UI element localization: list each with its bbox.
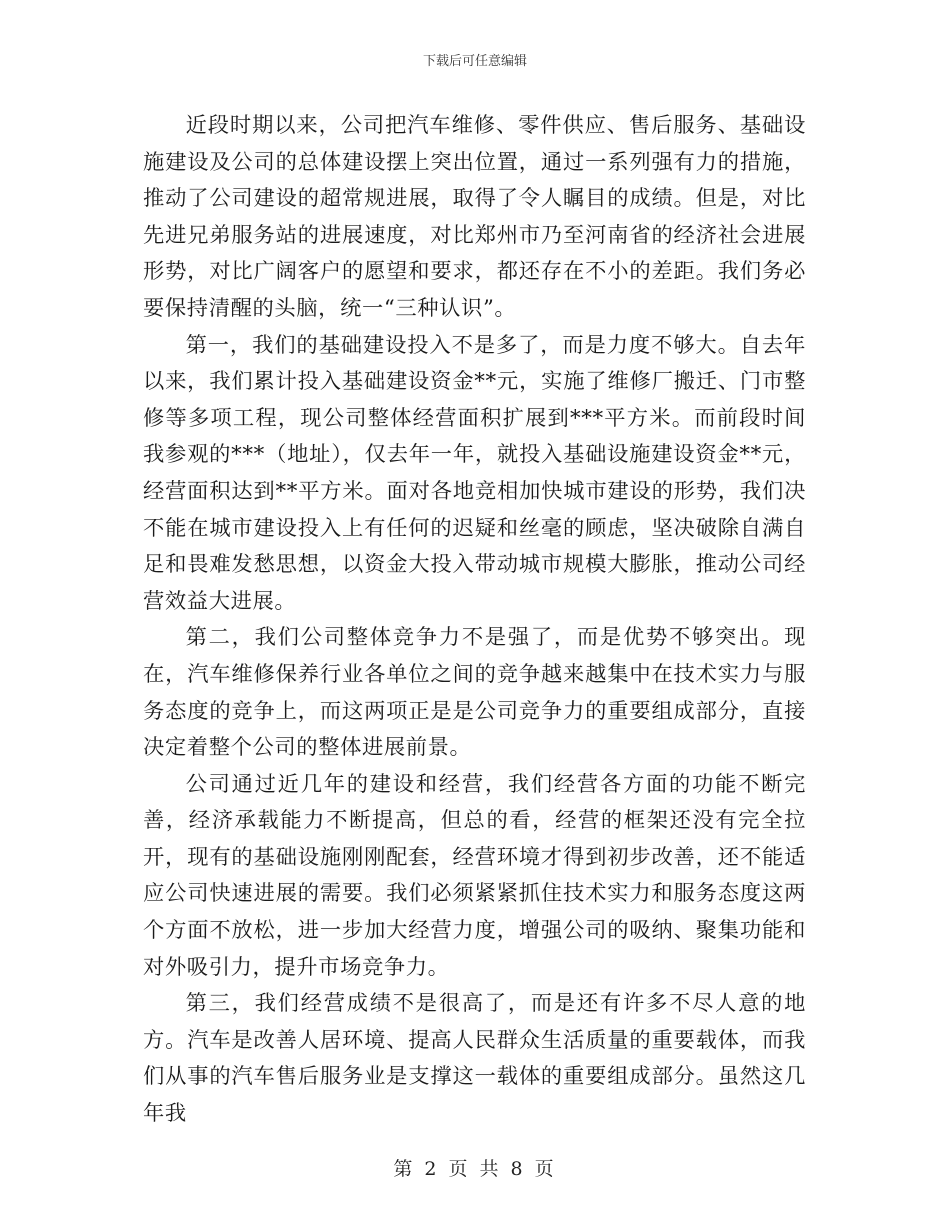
paragraph-1: 近段时期以来，公司把汽车维修、零件供应、售后服务、基础设施建设及公司的总体建设摆上突出位置，通过一系列强有力的措施，推动了公司建设的超常规进展，取得了令人瞩目的成绩。但是，对比先进兄弟服务站的进展速度，对比郑州市乃至河南省的经济社会进展形势，对比广阔客户的愿望和要求，都还存在不小的差距。我们务必要保持清醒的头脑，统一“三种认识”。	[143, 113, 806, 321]
document-body	[143, 108, 806, 1133]
paragraph-2: 第一，我们的基础建设投入不是多了，而是力度不够大。自去年以来，我们累计投入基础建设资金**元，实施了维修厂搬迁、门市整修等多项工程，现公司整体经营面积扩展到***平方米。而前段时间我参观的***（地址），仅去年一年，就投入基础设施建设资金**元，经营面积达到**平方米。面对各地竞相加快城市建设的形势，我们决不能在城市建设投入上有任何的迟疑和丝毫的顾虑，坚决破除自满自足和畏难发愁思想，以资金大投入带动城市规模大膨胀，推动公司经营效益大进展。	[143, 332, 806, 614]
paragraph-3: 第二，我们公司整体竞争力不是强了，而是优势不够突出。现在，汽车维修保养行业各单位之间的竞争越来越集中在技术实力与服务态度的竞争上，而这两项正是是公司竞争力的重要组成部分，直接决定着整个公司的整体进展前景。	[143, 625, 806, 761]
page-number-footer: 第 2 页 共 8 页	[393, 1158, 557, 1180]
page-header-note: 下载后可任意编辑	[422, 54, 527, 69]
paragraph-5: 第三，我们经营成绩不是很高了，而是还有许多不尽人意的地方。汽车是改善人居环境、提高人民群众生活质量的重要载体，而我们从事的汽车售后服务业是支撑这一载体的重要组成部分。虽然这几年我	[143, 991, 806, 1127]
paragraph-4: 公司通过近几年的建设和经营，我们经营各方面的功能不断完善，经济承载能力不断提高，但总的看，经营的框架还没有完全拉开，现有的基础设施刚刚配套，经营环境才得到初步改善，还不能适应公司快速进展的需要。我们必须紧紧抓住技术实力和服务态度这两个方面不放松，进一步加大经营力度，增强公司的吸纳、聚集功能和对外吸引力，提升市场竞争力。	[143, 771, 806, 980]
